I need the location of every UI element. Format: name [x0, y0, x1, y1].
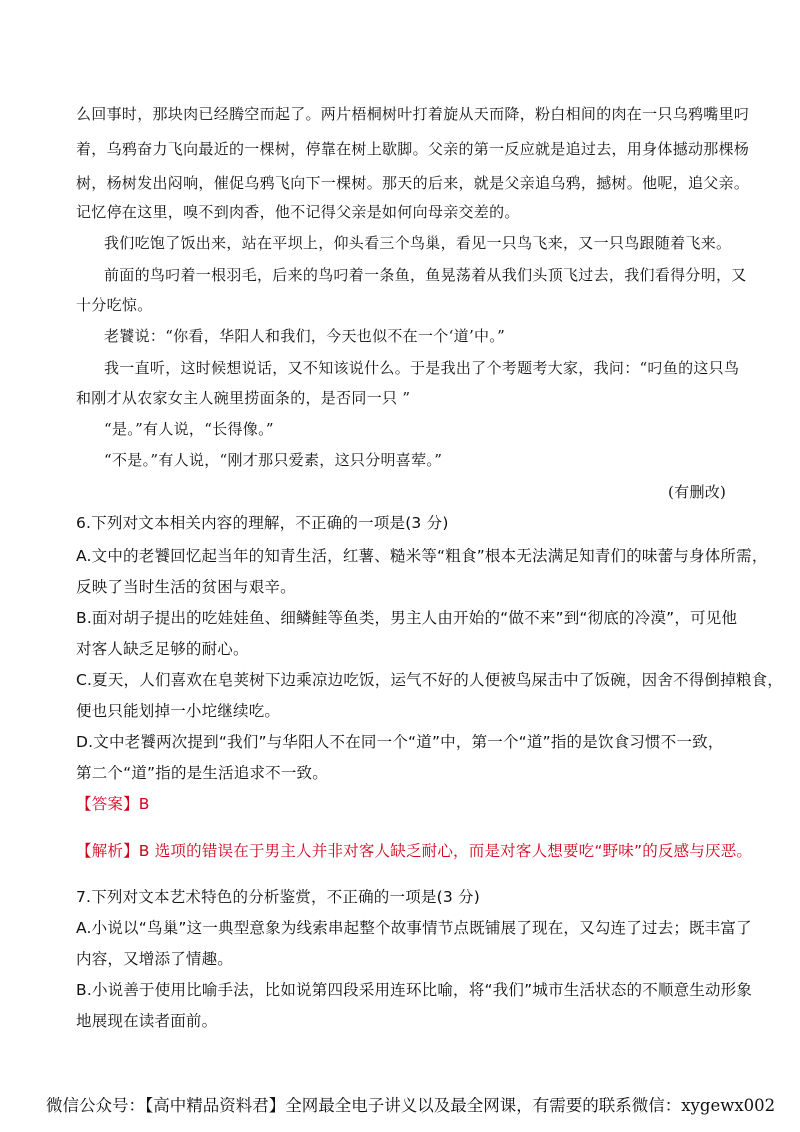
story-line-1: 么回事时，那块肉已经腾空而起了。两片梧桐树叶打着旋从天而降，粉白相间的肉在一只乌鸦嘴里叼	[76, 105, 750, 123]
q6-answer: 【答案】B	[76, 795, 150, 813]
story-line-11: “是。”有人说，“长得像。”	[104, 420, 274, 438]
story-line-3: 树，杨树发出闷响，催促乌鸦飞向下一棵树。那天的后来，就是父亲追乌鸦，撼树。他呢，追父亲。	[76, 174, 750, 192]
q6-option-a-line-1: A.文中的老饕回忆起当年的知青生活，红薯、糙米等“粗食”根本无法满足知青们的味蕾与身体所需，	[76, 547, 768, 565]
story-line-9: 我一直听，这时候想说话，又不知该说什么。于是我出了个考题考大家，我问：“叼鱼的这只鸟	[104, 359, 740, 377]
story-line-5: 我们吃饱了饭出来，站在平坝上，仰头看三个鸟巢，看见一只鸟飞来，又一只鸟跟随着飞来。	[104, 234, 732, 252]
q6-analysis: 【解析】B 选项的错误在于男主人并非对客人缺乏耐心，而是对客人想要吃“野味”的反感与厌恶。	[76, 842, 753, 860]
q6-option-c-line-2: 便也只能划掉一小坨继续吃。	[76, 702, 281, 720]
story-line-4: 记忆停在这里，嗅不到肉香，他不记得父亲是如何向母亲交差的。	[76, 203, 520, 221]
q6-option-c-line-1: C.夏天，人们喜欢在皂荚树下边乘凉边吃饭，运气不好的人便被鸟屎击中了饭碗，因舍不得倒掉粮食，	[76, 671, 783, 689]
story-line-10: 和刚才从农家女主人碗里捞面条的，是否同一只 ”	[76, 389, 411, 407]
story-line-8: 老饕说：“你看，华阳人和我们，今天也似不在一个‘道’中。”	[104, 327, 506, 345]
q6-option-b-line-1: B.面对胡子提出的吃娃娃鱼、细鳞鲑等鱼类，男主人由开始的“做不来”到“彻底的冷漠”，可见他	[76, 609, 738, 627]
q7-option-b-line-2: 地展现在读者面前。	[76, 1012, 218, 1030]
footer-wechat-notice: 微信公众号：【高中精品资料君】全网最全电子讲义以及最全网课，有需要的联系微信：xygewx002	[46, 1096, 776, 1115]
q7-option-a-line-2: 内容，又增添了情趣。	[76, 950, 234, 968]
q7-option-a-line-1: A.小说以“鸟巢”这一典型意象为线索串起整个故事情节点既铺展了现在，又勾连了过去；既丰富了	[76, 919, 752, 937]
q6-option-d-line-2: 第二个“道”指的是生活追求不一致。	[76, 764, 328, 782]
q7-option-b-line-1: B.小说善于使用比喻手法，比如说第四段采用连环比喻，将“我们”城市生活状态的不顺意生动形象	[76, 981, 753, 999]
q6-option-d-line-1: D.文中老饕两次提到“我们”与华阳人不在同一个“道”中，第一个“道”指的是饮食习惯不一致，	[76, 733, 724, 751]
q7-stem: 7.下列对文本艺术特色的分析鉴赏，不正确的一项是(3 分)	[76, 888, 480, 906]
q6-option-a-line-2: 反映了当时生活的贫困与艰辛。	[76, 578, 296, 596]
q6-option-b-line-2: 对客人缺乏足够的耐心。	[76, 640, 249, 658]
story-line-6: 前面的鸟叼着一根羽毛，后来的鸟叼着一条鱼，鱼晃荡着从我们头顶飞过去，我们看得分明，又	[104, 266, 747, 284]
story-line-7: 十分吃惊。	[76, 296, 153, 314]
story-line-2: 着，乌鸦奋力飞向最近的一棵树，停靠在树上歇脚。父亲的第一反应就是追过去，用身体撼动那棵杨	[76, 140, 750, 158]
story-line-12: “不是。”有人说，“刚才那只爱素，这只分明喜荤。”	[104, 451, 443, 469]
edit-note: (有删改)	[668, 483, 727, 501]
q6-stem: 6.下列对文本相关内容的理解，不正确的一项是(3 分)	[76, 514, 449, 532]
